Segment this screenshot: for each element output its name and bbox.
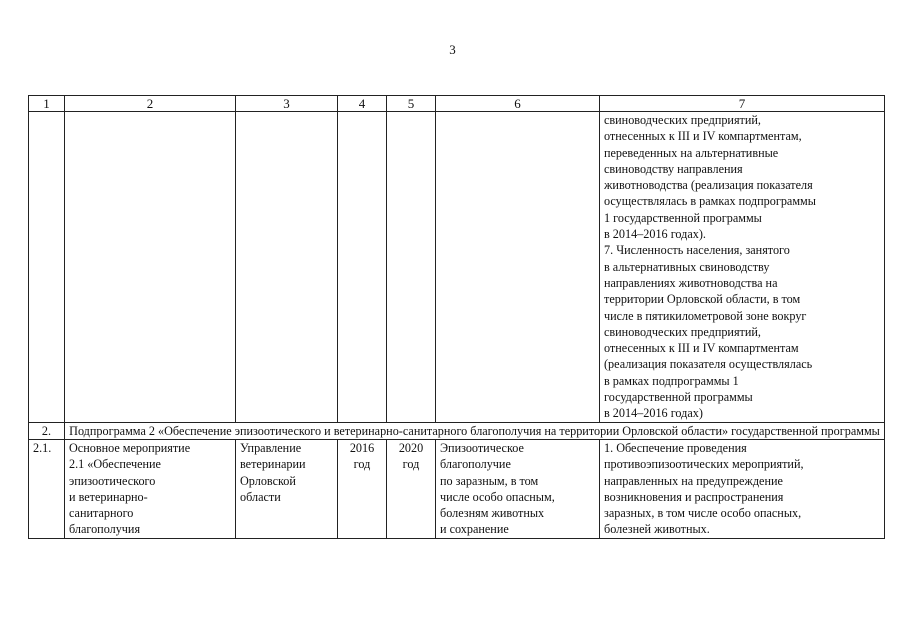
continued-row bbox=[29, 112, 885, 423]
column-number-row bbox=[29, 96, 885, 112]
activity-executor: Управление ветеринарии Орловской области bbox=[236, 439, 338, 538]
indicators-continued-text: свиноводческих предприятий, отнесенных к III и IV компартментам, переведенных на альтернативные свиноводству направления животноводства (реализация показателя осуществлялась в рамках подпрограммы 1 государственной программы в 2014–2016 годах). 7. Численность населения, занятого в альтернативных свиноводству направлениях животноводства на территории Орловской области, в том числе в пятикилометровой зоне вокруг свиноводческих предприятий, отнесенных к III и IV компартментам (реализация показателя осуществлялась в рамках подпрограммы 1 государственной программы в 2014–2016 годах) bbox=[600, 112, 885, 423]
empty-cell bbox=[338, 112, 387, 423]
subprogram-title: Подпрограмма 2 «Обеспечение эпизоотического и ветеринарно-санитарного благополучия на территории Орловской области» государственной программы bbox=[65, 422, 885, 439]
activity-indicators: 1. Обеспечение проведения противоэпизоотических мероприятий, направленных на предупреждение возникновения и распространения заразных, в том числе особо опасных, болезней животных. bbox=[600, 439, 885, 538]
activity-name: Основное мероприятие 2.1 «Обеспечение эпизоотического и ветеринарно- санитарного благополучия bbox=[65, 439, 236, 538]
empty-cell bbox=[387, 112, 436, 423]
activity-row bbox=[29, 439, 885, 538]
empty-cell bbox=[436, 112, 600, 423]
activity-end-year: 2020 год bbox=[387, 439, 436, 538]
activity-start-year: 2016 год bbox=[338, 439, 387, 538]
empty-cell bbox=[29, 112, 65, 423]
activity-number: 2.1. bbox=[29, 439, 65, 538]
subprogram-number: 2. bbox=[29, 422, 65, 439]
column-number: 4 bbox=[338, 96, 387, 112]
program-table bbox=[28, 95, 885, 539]
column-number: 1 bbox=[29, 96, 65, 112]
subprogram-row bbox=[29, 422, 885, 439]
column-number: 3 bbox=[236, 96, 338, 112]
page-number: 3 bbox=[449, 42, 456, 57]
empty-cell bbox=[236, 112, 338, 423]
column-number: 5 bbox=[387, 96, 436, 112]
activity-result: Эпизоотическое благополучие по заразным, в том числе особо опасным, болезням животных и сохранение bbox=[436, 439, 600, 538]
column-number: 6 bbox=[436, 96, 600, 112]
empty-cell bbox=[65, 112, 236, 423]
column-number: 7 bbox=[600, 96, 885, 112]
column-number: 2 bbox=[65, 96, 236, 112]
